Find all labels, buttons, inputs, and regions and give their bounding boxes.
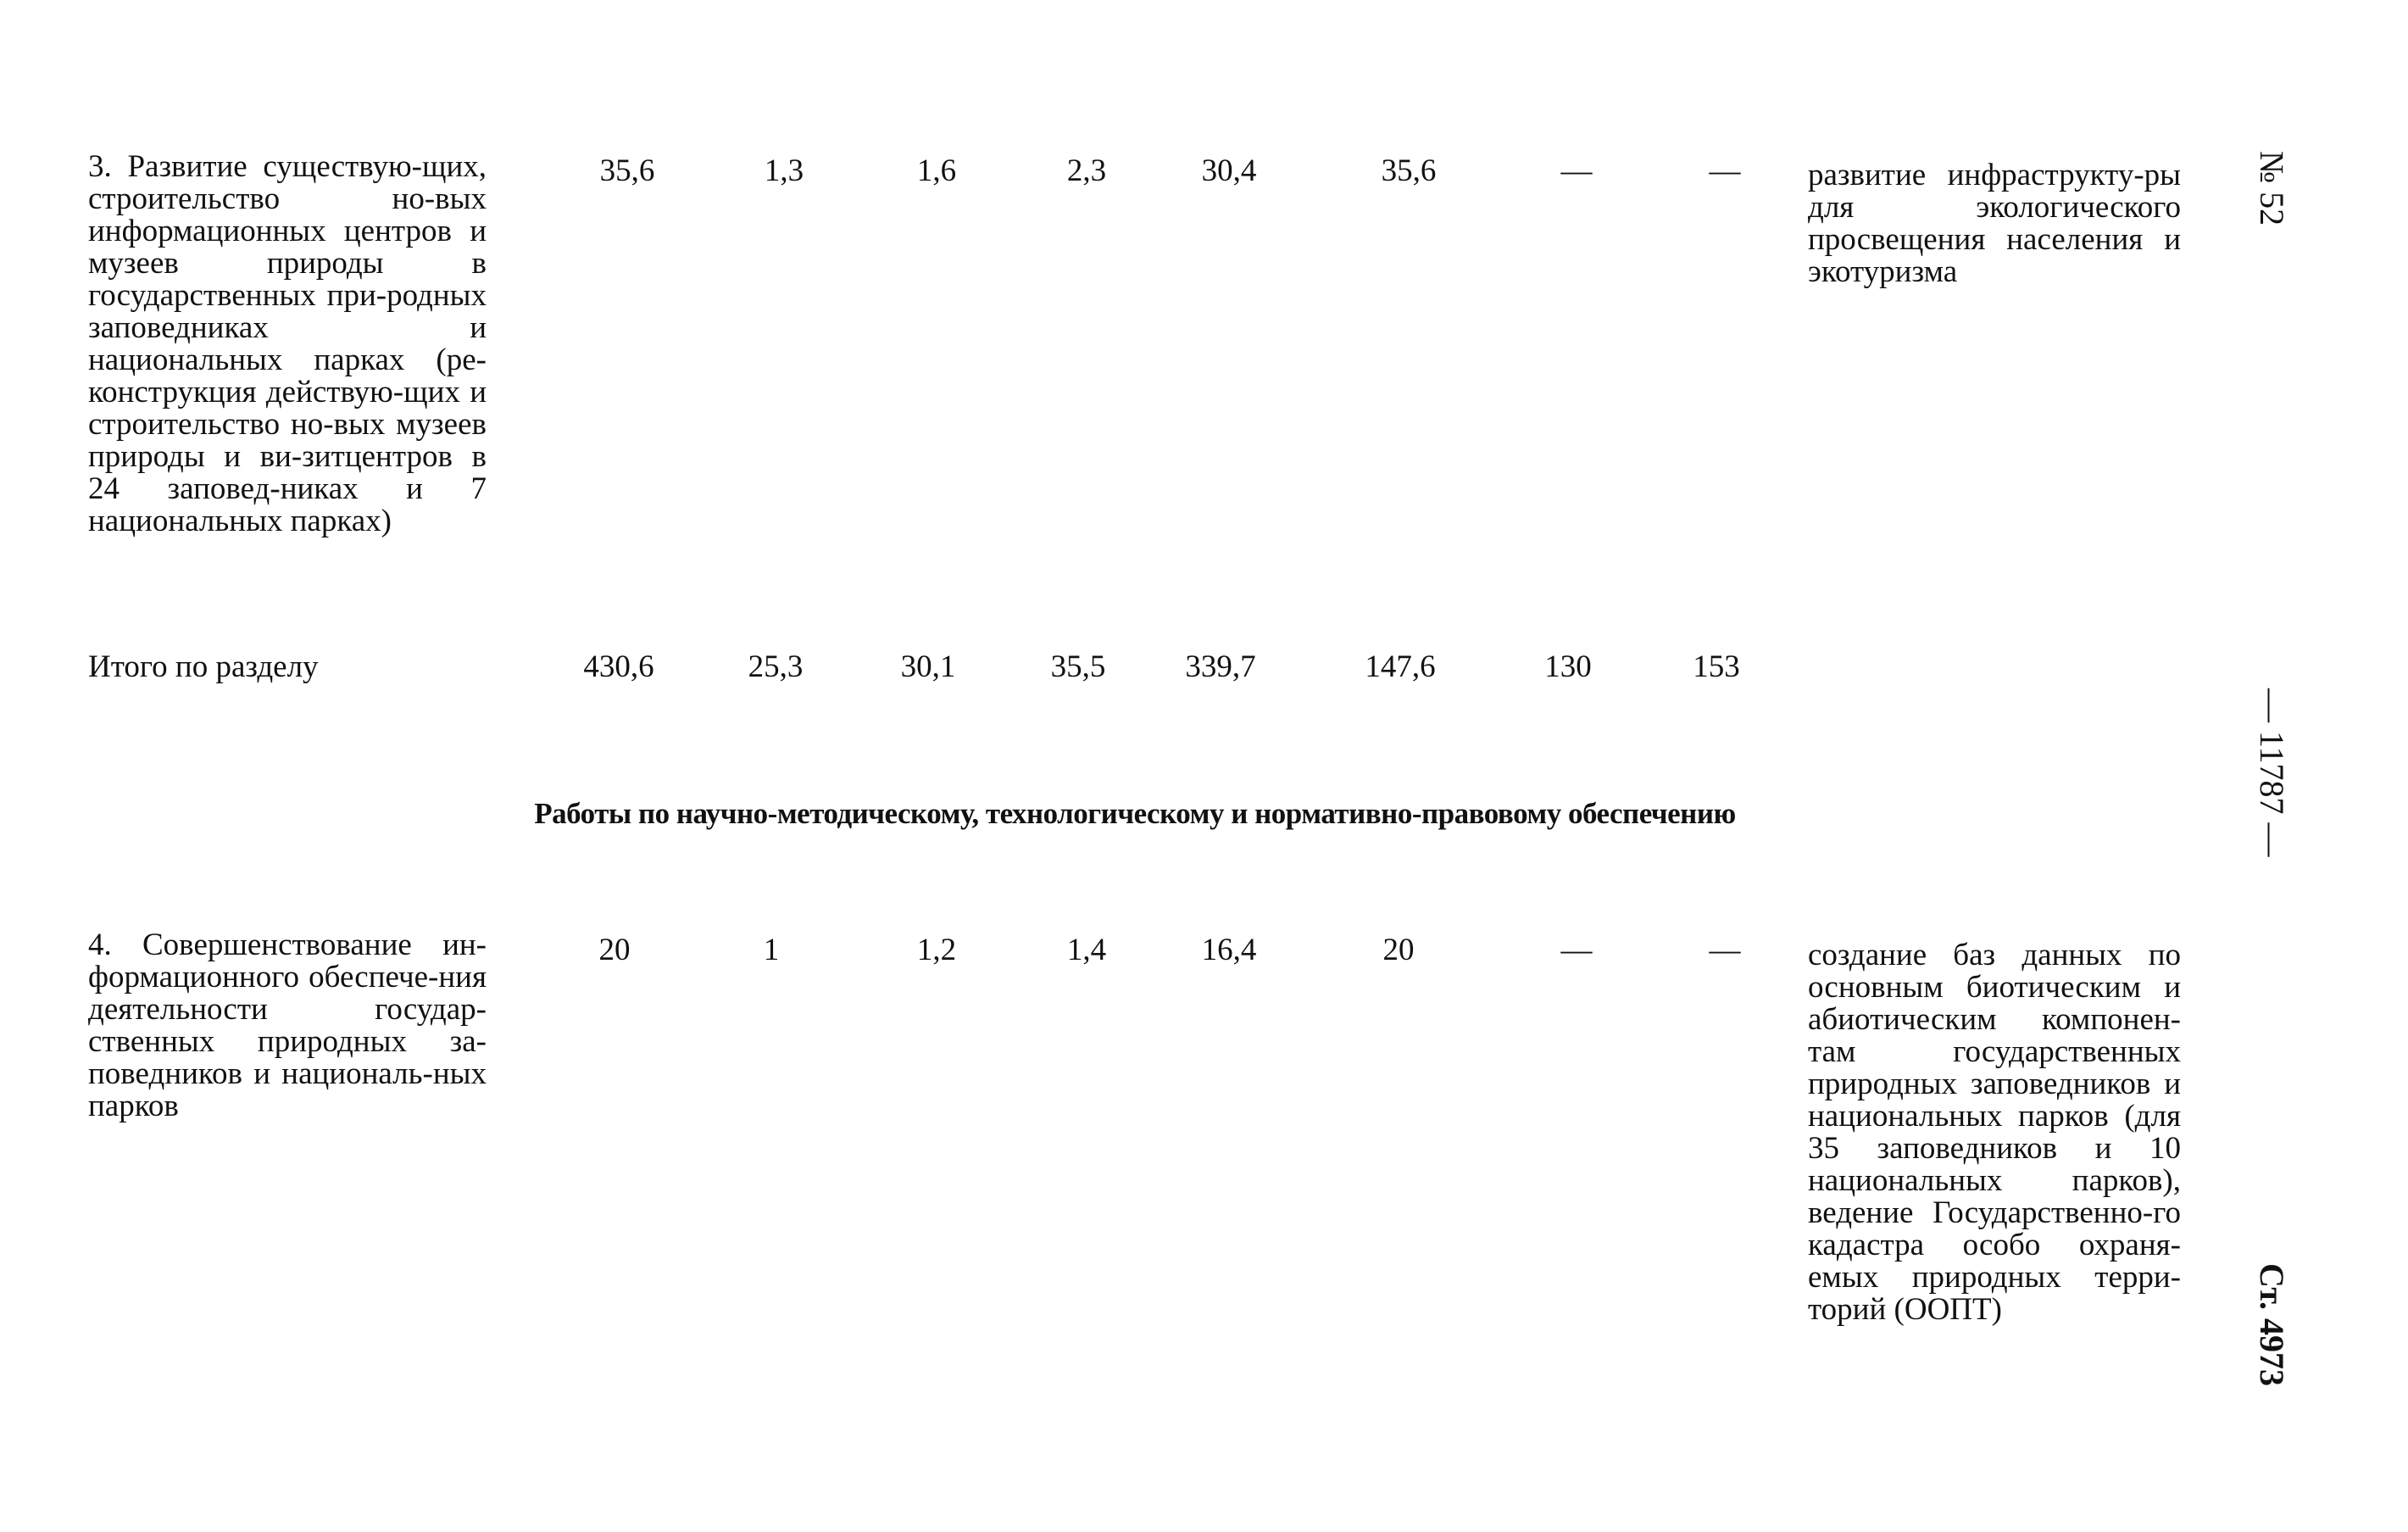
margin-issue-number: № 52 bbox=[2253, 151, 2291, 226]
row-3-value-8: — bbox=[1709, 153, 1741, 188]
row-3-value-1: 35,6 bbox=[599, 153, 655, 188]
row-4-note: создание баз данных по основным биотическим и абиотическим компонен-там государственных природных заповедников и национальных парков (для 35 заповедников и 10 национальных парков), ведение Государственно-го кадастра особо охраня-емых природных терри-торий (ООПТ) bbox=[1808, 938, 2181, 1327]
margin-article-number: Ст. 4973 bbox=[2253, 1263, 2291, 1386]
row-3-value-5: 30,4 bbox=[1201, 153, 1257, 188]
row-3-value-4: 2,3 bbox=[1066, 153, 1107, 188]
total-value-6: 147,6 bbox=[1365, 649, 1436, 684]
row-4-value-4: 1,4 bbox=[1066, 933, 1107, 967]
total-value-5: 339,7 bbox=[1185, 649, 1256, 684]
row-4-value-3: 1,2 bbox=[916, 933, 957, 967]
total-label: Итого по разделу bbox=[88, 649, 319, 684]
total-value-3: 30,1 bbox=[900, 649, 956, 684]
row-4-description: 4. Совершенствование ин-формационного обеспече-ния деятельности государ-ственных природных за-поведников и националь-ных парков bbox=[88, 928, 487, 1123]
margin-doc-number: — 11787 — bbox=[2253, 688, 2291, 857]
row-3-value-2: 1,3 bbox=[764, 153, 804, 188]
row-4-value-1: 20 bbox=[598, 933, 631, 967]
row-3-value-6: 35,6 bbox=[1381, 153, 1437, 188]
row-4-value-6: 20 bbox=[1382, 933, 1415, 967]
total-value-1: 430,6 bbox=[583, 649, 654, 684]
row-3-note: развитие инфраструкту-ры для экологического просвещения населения и экотуризма bbox=[1808, 158, 2181, 289]
section-title: Работы по научно-методическому, технологическому и нормативно-правовому обеспечению bbox=[534, 797, 1736, 830]
row-4-value-8: — bbox=[1709, 933, 1741, 967]
row-3-description: 3. Развитие существую-щих, строительство но-вых информационных центров и музеев природы в государственных при-родных заповедниках и национальных парках (ре-конструкция действую-щих и строительство но-вых музеев природы и ви-зитцентров в 24 заповед-никах и 7 национальных парках) bbox=[88, 149, 487, 538]
total-value-4: 35,5 bbox=[1050, 649, 1106, 684]
total-value-8: 153 bbox=[1693, 649, 1740, 684]
row-3-value-7: — bbox=[1560, 153, 1593, 188]
row-4-value-2: 1 bbox=[763, 933, 780, 967]
row-3-value-3: 1,6 bbox=[916, 153, 957, 188]
total-value-2: 25,3 bbox=[748, 649, 804, 684]
row-4-value-7: — bbox=[1560, 933, 1593, 967]
total-value-7: 130 bbox=[1544, 649, 1592, 684]
row-4-value-5: 16,4 bbox=[1201, 933, 1257, 967]
